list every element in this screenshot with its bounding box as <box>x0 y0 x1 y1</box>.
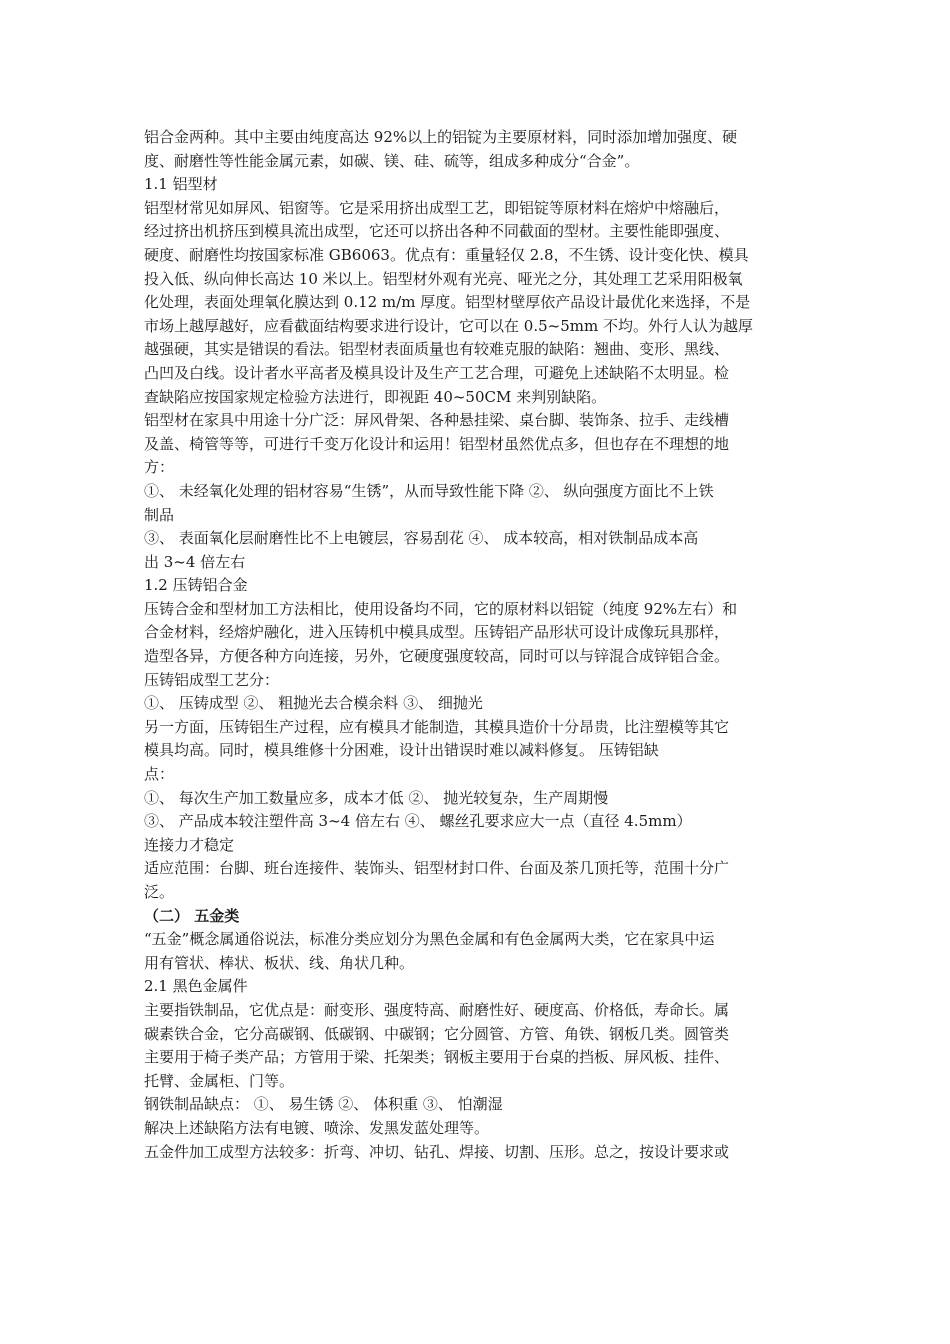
text-line: 主要指铁制品，它优点是：耐变形、强度特高、耐磨性好、硬度高、价格低，寿命长。属 <box>144 1000 730 1019</box>
text-line: 化处理，表面处理氧化膜达到 0.12 m/m 厚度。铝型材壁厚依产品设计最优化来选择，不是 <box>144 293 751 312</box>
text-line: ①、 每次生产加工数量应多，成本才低 ②、 抛光较复杂，生产周期慢 <box>144 788 609 807</box>
text-line: （二） 五金类 <box>144 906 240 925</box>
text-line: 方： <box>144 458 175 477</box>
text-line: “五金”概念属通俗说法，标准分类应划分为黑色金属和有色金属两大类，它在家具中运 <box>144 930 715 949</box>
text-line: 2.1 黑色金属件 <box>144 977 248 996</box>
text-line: 凸凹及白线。设计者水平高者及模具设计及生产工艺合理，可避免上述缺陷不太明显。检 <box>144 363 730 382</box>
text-line: 查缺陷应按国家规定检验方法进行，即视距 40~50CM 来判别缺陷。 <box>144 387 607 406</box>
text-line: 造型各异，方便各种方向连接，另外，它硬度强度较高，同时可以与锌混合成锌铝合金。 <box>144 647 730 666</box>
text-line: 出 3~4 倍左右 <box>144 552 246 571</box>
text-line: 经过挤出机挤压到模具流出成型，它还可以挤出各种不同截面的型材。主要性能即强度、 <box>144 222 730 241</box>
text-line: 点： <box>144 765 175 784</box>
text-line: 铝型材在家具中用途十分广泛：屏风骨架、各种悬挂梁、桌台脚、装饰条、拉手、走线槽 <box>144 411 730 430</box>
text-line: 硬度、耐磨性均按国家标准 GB6063。优点有：重量轻仅 2.8，不生锈、设计变化快、模具 <box>144 245 749 264</box>
text-line: ③、 产品成本较注塑件高 3~4 倍左右 ④、 螺丝孔要求应大一点（直径 4.5mm） <box>144 812 692 831</box>
text-line: 1.1 铝型材 <box>144 175 218 194</box>
text-line: 投入低、纵向伸长高达 10 米以上。铝型材外观有光亮、哑光之分，其处理工艺采用阳极氧 <box>144 269 743 288</box>
text-line: 五金件加工成型方法较多：折弯、冲切、钻孔、焊接、切割、压形。总之，按设计要求或 <box>144 1142 730 1161</box>
text-line: 主要用于椅子类产品；方管用于梁、托架类；钢板主要用于台桌的挡板、屏风板、挂件、 <box>144 1048 730 1067</box>
text-line: 用有管状、棒状、板状、线、角状几种。 <box>144 953 415 972</box>
text-line: ③、 表面氧化层耐磨性比不上电镀层，容易刮花 ④、 成本较高，相对铁制品成本高 <box>144 529 699 548</box>
text-line: 越强硬，其实是错误的看法。铝型材表面质量也有较难克服的缺陷：翘曲、变形、黑线、 <box>144 340 730 359</box>
text-line: 度、耐磨性等性能金属元素，如碳、镁、硅、硫等，组成多种成分“合金”。 <box>144 151 640 170</box>
text-line: 合金材料，经熔炉融化，进入压铸机中模具成型。压铸铝产品形状可设计成像玩具那样， <box>144 623 730 642</box>
text-line: 连接力才稳定 <box>144 835 235 854</box>
text-line: 压铸合金和型材加工方法相比，使用设备均不同，它的原材料以铝锭（纯度 92%左右）和 <box>144 599 738 618</box>
text-line: 铝合金两种。其中主要由纯度高达 92%以上的铝锭为主要原材料，同时添加增加强度、硬 <box>144 128 738 146</box>
text-line: 适应范围：台脚、班台连接件、装饰头、铝型材封口件、台面及茶几顶托等，范围十分广 <box>144 859 730 878</box>
text-line: 及盖、椅管等等，可进行千变万化设计和运用！铝型材虽然优点多，但也存在不理想的地 <box>144 434 730 453</box>
text-line: 铝型材常见如屏风、铝窗等。它是采用挤出成型工艺，即铝锭等原材料在熔炉中熔融后， <box>144 198 730 217</box>
text-line: 泛。 <box>144 883 175 901</box>
text-line: ①、 未经氧化处理的铝材容易“生锈”，从而导致性能下降 ②、 纵向强度方面比不上铁 <box>144 481 714 500</box>
text-line: 托臂、金属柜、门等。 <box>144 1071 295 1090</box>
text-line: 制品 <box>144 505 175 524</box>
text-line: 1.2 压铸铝合金 <box>144 576 248 595</box>
text-line: 钢铁制品缺点： ①、 易生锈 ②、 体积重 ③、 怕潮湿 <box>144 1095 503 1114</box>
text-line: 另一方面，压铸铝生产过程，应有模具才能制造，其模具造价十分昂贵，比注塑模等其它 <box>144 717 730 736</box>
document-body <box>144 126 808 1164</box>
text-line: 碳素铁合金，它分高碳钢、低碳钢、中碳钢；它分圆管、方管、角铁、钢板几类。圆管类 <box>144 1024 730 1043</box>
text-line: ①、 压铸成型 ②、 粗抛光去合模余料 ③、 细抛光 <box>144 694 483 713</box>
text-line: 市场上越厚越好，应看截面结构要求进行设计，它可以在 0.5~5mm 不均。外行人认为越厚 <box>144 316 753 335</box>
text-line: 模具均高。同时，模具维修十分困难，设计出错误时难以减料修复。 压铸铝缺 <box>144 741 659 760</box>
text-line: 压铸铝成型工艺分： <box>144 670 280 689</box>
text-line: 解决上述缺陷方法有电镀、喷涂、发黑发蓝处理等。 <box>144 1118 490 1137</box>
